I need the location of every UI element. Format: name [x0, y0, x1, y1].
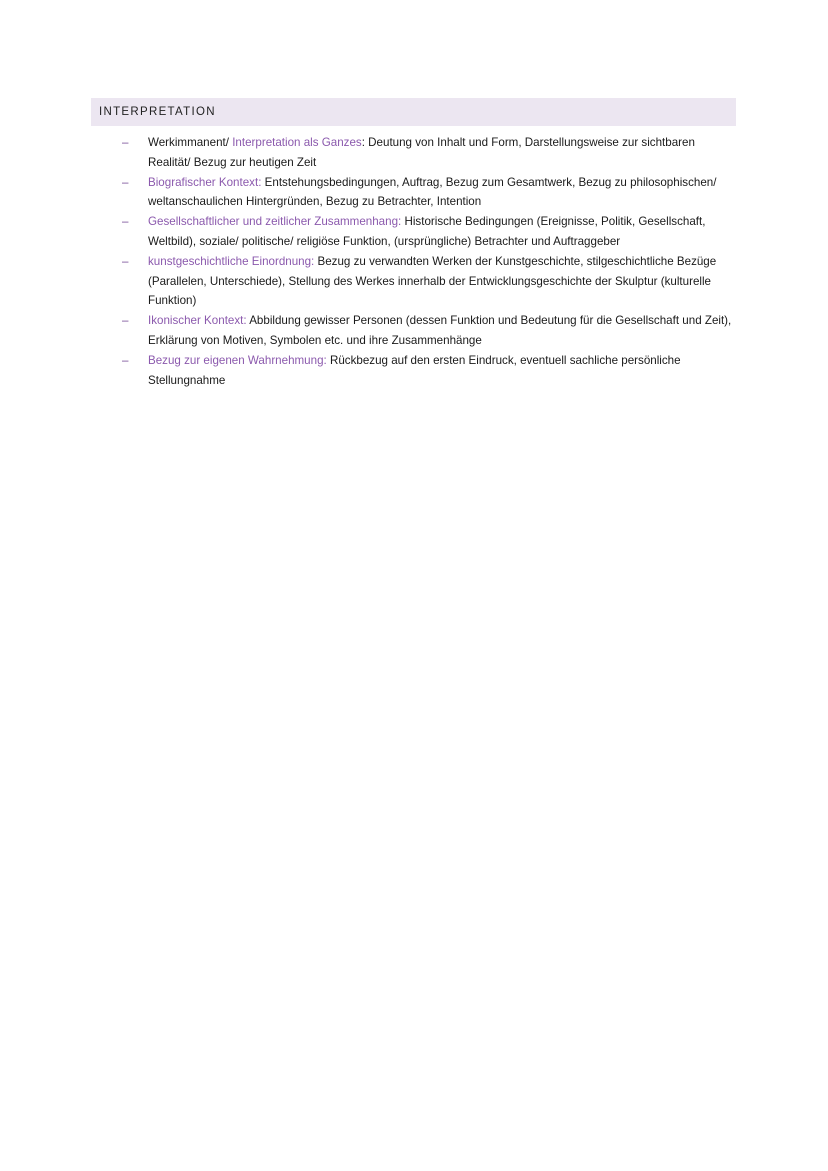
- section-header: [91, 98, 736, 126]
- dash-bullet-icon: –: [122, 136, 129, 149]
- item-description: Entstehungsbedingungen, Auftrag, Bezug zum Gesamtwerk, Bezug zu philosophischen/ weltanschaulichen Hintergründen, Bezug zu Betrachter, Intention: [148, 175, 717, 209]
- interpretation-list: [122, 133, 734, 390]
- item-term: kunstgeschichtliche Einordnung:: [148, 254, 315, 268]
- list-item: [122, 133, 734, 173]
- dash-bullet-icon: –: [122, 314, 129, 328]
- item-term: Interpretation als Ganzes: [232, 136, 362, 149]
- dash-bullet-icon: –: [122, 215, 129, 229]
- dash-bullet-icon: –: [122, 254, 129, 268]
- dash-bullet-icon: –: [122, 175, 129, 189]
- item-description: Abbildung gewisser Personen (dessen Funktion und Bedeutung für die Gesellschaft und Zeit), Erklärung von Motiven, Symbolen etc. und ihre Zusammenhänge: [148, 314, 732, 347]
- item-description: : Deutung von Inhalt und Form, Darstellungsweise zur sichtbaren Realität/ Bezug zur heutigen Zeit: [148, 136, 695, 169]
- item-text: [148, 252, 734, 311]
- list-item: [122, 311, 734, 351]
- item-text: [148, 133, 734, 173]
- item-text: [148, 173, 734, 213]
- item-text: [148, 212, 734, 252]
- item-description: Rückbezug auf den ersten Eindruck, eventuell sachliche persönliche Stellungnahme: [148, 353, 681, 387]
- item-term: Bezug zur eigenen Wahrnehmung:: [148, 353, 327, 367]
- item-description: Bezug zu verwandten Werken der Kunstgeschichte, stilgeschichtliche Bezüge (Parallelen, Unterschiede), Stellung des Werkes innerhalb der Entwicklungsgeschichte der Skulptur (kulturelle Funktion): [148, 254, 717, 308]
- list-item: [122, 212, 734, 252]
- dash-bullet-icon: –: [122, 353, 129, 367]
- item-term: Ikonischer Kontext:: [148, 314, 247, 328]
- item-description: Historische Bedingungen (Ereignisse, Politik, Gesellschaft, Weltbild), soziale/ politische/ religiöse Funktion, (ursprüngliche) Betrachter und Auftraggeber: [148, 215, 706, 248]
- item-text: [148, 311, 734, 351]
- section-title: INTERPRETATION: [99, 106, 216, 118]
- list-item: [122, 351, 734, 391]
- item-term: Biografischer Kontext:: [148, 175, 262, 189]
- item-prefix: Werkimmanent/: [148, 136, 233, 149]
- list-item: [122, 173, 734, 213]
- item-text: [148, 351, 734, 391]
- list-item: [122, 252, 734, 311]
- item-term: Gesellschaftlicher und zeitlicher Zusammenhang:: [148, 215, 402, 229]
